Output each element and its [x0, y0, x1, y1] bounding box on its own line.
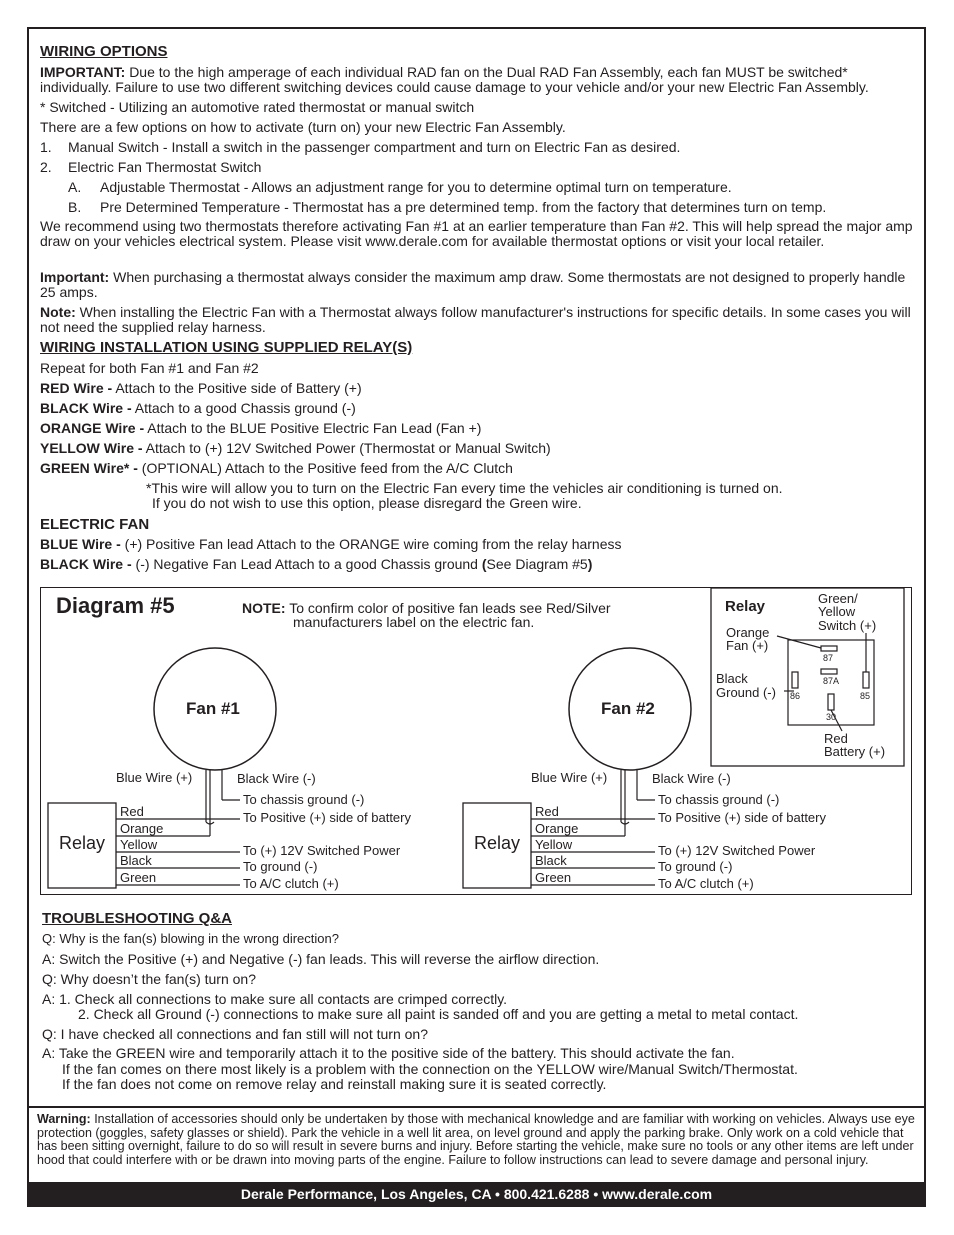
fan1-label: Fan #1 [186, 699, 240, 718]
switched-note: * Switched - Utilizing an automotive rated thermostat or manual switch [40, 99, 475, 115]
red-wire-text: Attach to the Positive side of Battery (+) [115, 380, 362, 396]
fan1-dest-ground: To ground (-) [243, 859, 318, 874]
paren-close: ) [587, 556, 593, 572]
paren-open: ( [481, 556, 487, 572]
pinout-red-2: Battery (+) [824, 744, 886, 759]
relay2-wire-red: Red [535, 804, 559, 819]
a2-line1: A: 1. Check all connections to make sure all contacts are crimped correctly. [42, 991, 508, 1007]
pinout-orange-2: Fan (+) [726, 638, 769, 653]
itemB-text: Pre Determined Temperature - Thermostat has a pre determined temp. from the factory that determines turn on temp. [100, 199, 827, 215]
a3-line2: If the fan comes on there most likely is a problem with the connection on the YELLOW wire/Manual Switch/Thermostat. [62, 1061, 798, 1077]
electric-fan-heading: ELECTRIC FAN [40, 516, 150, 533]
relay1-wire-yellow: Yellow [120, 837, 158, 852]
diagram-ref: See Diagram #5 [486, 556, 588, 572]
diagram-note-line2: manufacturers label on the electric fan. [293, 614, 535, 630]
fan1-dest-chassis: To chassis ground (-) [243, 792, 365, 807]
blue-wire-line [40, 537, 622, 552]
q1: Q: Why is the fan(s) blowing in the wrong direction? [42, 931, 339, 946]
diagram-note-label: NOTE: [242, 600, 286, 616]
warning-paragraph [37, 1113, 921, 1167]
pin87-label: 87 [823, 653, 834, 663]
recommend-text: We recommend using two thermostats therefore activating Fan #1 at an earlier temperature than Fan #2. This will help spread the major amp draw on your vehicles electrical system. Please visit www.derale.com for available thermostat options or visit your local retailer. [40, 218, 913, 249]
orange-wire-text: Attach to the BLUE Positive Electric Fan Lead (Fan +) [147, 420, 482, 436]
red-wire-line [40, 381, 362, 396]
item2-number: 2. [40, 159, 52, 175]
note-paragraph [40, 305, 920, 335]
black-wire-line [40, 401, 356, 416]
pinout-orange-1: Orange [726, 625, 770, 640]
relay1-wire-green: Green [120, 870, 157, 885]
pin86-label: 86 [790, 691, 801, 701]
itemA-text: Adjustable Thermostat - Allows an adjustment range for you to determine optimal turn on temperature. [100, 179, 732, 195]
pinout-green-3: Switch (+) [818, 618, 877, 633]
green-wire-label: GREEN Wire* - [40, 460, 138, 476]
green-note-line1: *This wire will allow you to turn on the Electric Fan every time the vehicles air conditioning is turned on. [146, 480, 783, 496]
fan1-black-wire: Black Wire (-) [237, 771, 316, 786]
relay1-wire-orange: Orange [120, 821, 164, 836]
footer-text: Derale Performance, Los Angeles, CA • 800.421.6288 • www.derale.com [240, 1186, 713, 1202]
pinout-red-1: Red [824, 731, 848, 746]
important2-label: Important: [40, 269, 110, 285]
fan-black-wire-text: (-) Negative Fan Lead Attach to a good Chassis ground [135, 556, 482, 572]
black-wire-text: Attach to a good Chassis ground (-) [134, 400, 356, 416]
fan2-blue-wire: Blue Wire (+) [531, 770, 608, 785]
blue-wire-label: BLUE Wire - [40, 536, 121, 552]
important-paragraph [40, 65, 920, 95]
fan2-dest-chassis: To chassis ground (-) [658, 792, 780, 807]
fan-black-wire-line [40, 557, 592, 572]
important-text: Due to the high amperage of each individual RAD fan on the Dual RAD Fan Assembly, each fan MUST be switched* individually. Failure to use two different switching devices could cause damage to your vehicle and/or your new Electric Fan Assembly. [40, 64, 869, 95]
orange-wire-line [40, 421, 481, 436]
warning-text: Installation of accessories should only be undertaken by those with mechanical knowledge and are familiar with working on vehicles. Always use eye protection (goggles, safety glasses or shield). Park the vehicle in a well lit area, on level ground and apply the parking brake. Only work on a cold vehicle that has been sitting overnight, failure to do so will result in severe burns and injury. Before starting the vehicle, make sure no tools or any other items are left under hood that could interfere with or be drawn into moving parts of the engine. Failure to follow instructions can lead to severe damage and personal injury. [37, 1112, 915, 1167]
orange-wire-label: ORANGE Wire - [40, 420, 145, 436]
item1-number: 1. [40, 139, 52, 155]
footer-bar [27, 1182, 926, 1207]
repeat-text: Repeat for both Fan #1 and Fan #2 [40, 360, 259, 376]
note-text: When installing the Electric Fan with a Thermostat always follow manufacturer's instructions for specific details. In some cases you will not need the supplied relay harness. [40, 304, 911, 335]
fan2-dest-ground: To ground (-) [658, 859, 733, 874]
pin85-label: 85 [860, 691, 871, 701]
relay1-wire-black: Black [120, 853, 152, 868]
relay2-wire-black: Black [535, 853, 567, 868]
itemA-letter: A. [68, 179, 82, 195]
pin87a-label: 87A [823, 676, 840, 686]
yellow-wire-label: YELLOW Wire - [40, 440, 143, 456]
relay2-label: Relay [474, 833, 521, 853]
blue-wire-text: (+) Positive Fan lead Attach to the ORANGE wire coming from the relay harness [124, 536, 622, 552]
fan2-dest-ac: To A/C clutch (+) [658, 876, 754, 891]
green-note-line2: If you do not wish to use this option, please disregard the Green wire. [152, 495, 582, 511]
fan2-black-wire: Black Wire (-) [652, 771, 731, 786]
fan1-dest-switched: To (+) 12V Switched Power [243, 843, 401, 858]
q2: Q: Why doesn’t the fan(s) turn on? [42, 971, 256, 987]
pinout-black-1: Black [716, 671, 748, 686]
wiring-options-heading: WIRING OPTIONS [40, 43, 168, 60]
green-wire-text: (OPTIONAL) Attach to the Positive feed from the A/C Clutch [141, 460, 513, 476]
relay2-wire-orange: Orange [535, 821, 579, 836]
note-label: Note: [40, 304, 76, 320]
black-wire-label: BLACK Wire - [40, 400, 132, 416]
item1-text: Manual Switch - Install a switch in the passenger compartment and turn on Electric Fan as desired. [68, 139, 681, 155]
important-label: IMPORTANT: [40, 64, 126, 80]
relay-install-heading: WIRING INSTALLATION USING SUPPLIED RELAY(S) [40, 339, 413, 356]
relay2-wire-yellow: Yellow [535, 837, 573, 852]
yellow-wire-line [40, 441, 551, 456]
a1: A: Switch the Positive (+) and Negative (-) fan leads. This will reverse the airflow direction. [42, 951, 600, 967]
fan1-dest-battery: To Positive (+) side of battery [243, 810, 411, 825]
troubleshooting-heading: TROUBLESHOOTING Q&A [42, 910, 232, 927]
fan1-blue-wire: Blue Wire (+) [116, 770, 193, 785]
intro-text: There are a few options on how to activate (turn on) your new Electric Fan Assembly. [40, 119, 566, 135]
item2-text: Electric Fan Thermostat Switch [68, 159, 262, 175]
relay1-wire-red: Red [120, 804, 144, 819]
itemB-letter: B. [68, 199, 82, 215]
red-wire-label: RED Wire - [40, 380, 113, 396]
fan2-dest-battery: To Positive (+) side of battery [658, 810, 826, 825]
pinout-title: Relay [725, 598, 766, 615]
pinout-black-2: Ground (-) [716, 685, 776, 700]
relay1-label: Relay [59, 833, 106, 853]
warning-label: Warning: [37, 1112, 91, 1126]
fan1-dest-ac: To A/C clutch (+) [243, 876, 339, 891]
yellow-wire-text: Attach to (+) 12V Switched Power (Thermostat or Manual Switch) [145, 440, 551, 456]
relay2-wire-green: Green [535, 870, 572, 885]
diagram-note-text1: To confirm color of positive fan leads see Red/Silver [289, 600, 611, 616]
a3-line1: A: Take the GREEN wire and temporarily attach it to the positive side of the battery. This should activate the fan. [42, 1045, 735, 1061]
diagram-box [40, 587, 912, 895]
pinout-green-1: Green/ [818, 591, 858, 606]
fan2-dest-switched: To (+) 12V Switched Power [658, 843, 816, 858]
fan2-label: Fan #2 [601, 699, 655, 718]
green-wire-line [40, 461, 513, 476]
a3-line3: If the fan does not come on remove relay and reinstall making sure it is seated correctly. [62, 1076, 607, 1092]
fan-black-wire-label: BLACK Wire - [40, 556, 132, 572]
a2-line2: 2. Check all Ground (-) connections to make sure all paint is sanded off and you are getting a metal to metal contact. [78, 1006, 799, 1022]
diagram-title: Diagram #5 [56, 593, 175, 618]
important2-text: When purchasing a thermostat always consider the maximum amp draw. Some thermostats are not designed to properly handle 25 amps. [40, 269, 906, 300]
q3: Q: I have checked all connections and fan still will not turn on? [42, 1026, 428, 1042]
pinout-green-2: Yellow [818, 604, 856, 619]
pin30-label: 30 [826, 712, 837, 722]
important2-paragraph [40, 270, 920, 300]
